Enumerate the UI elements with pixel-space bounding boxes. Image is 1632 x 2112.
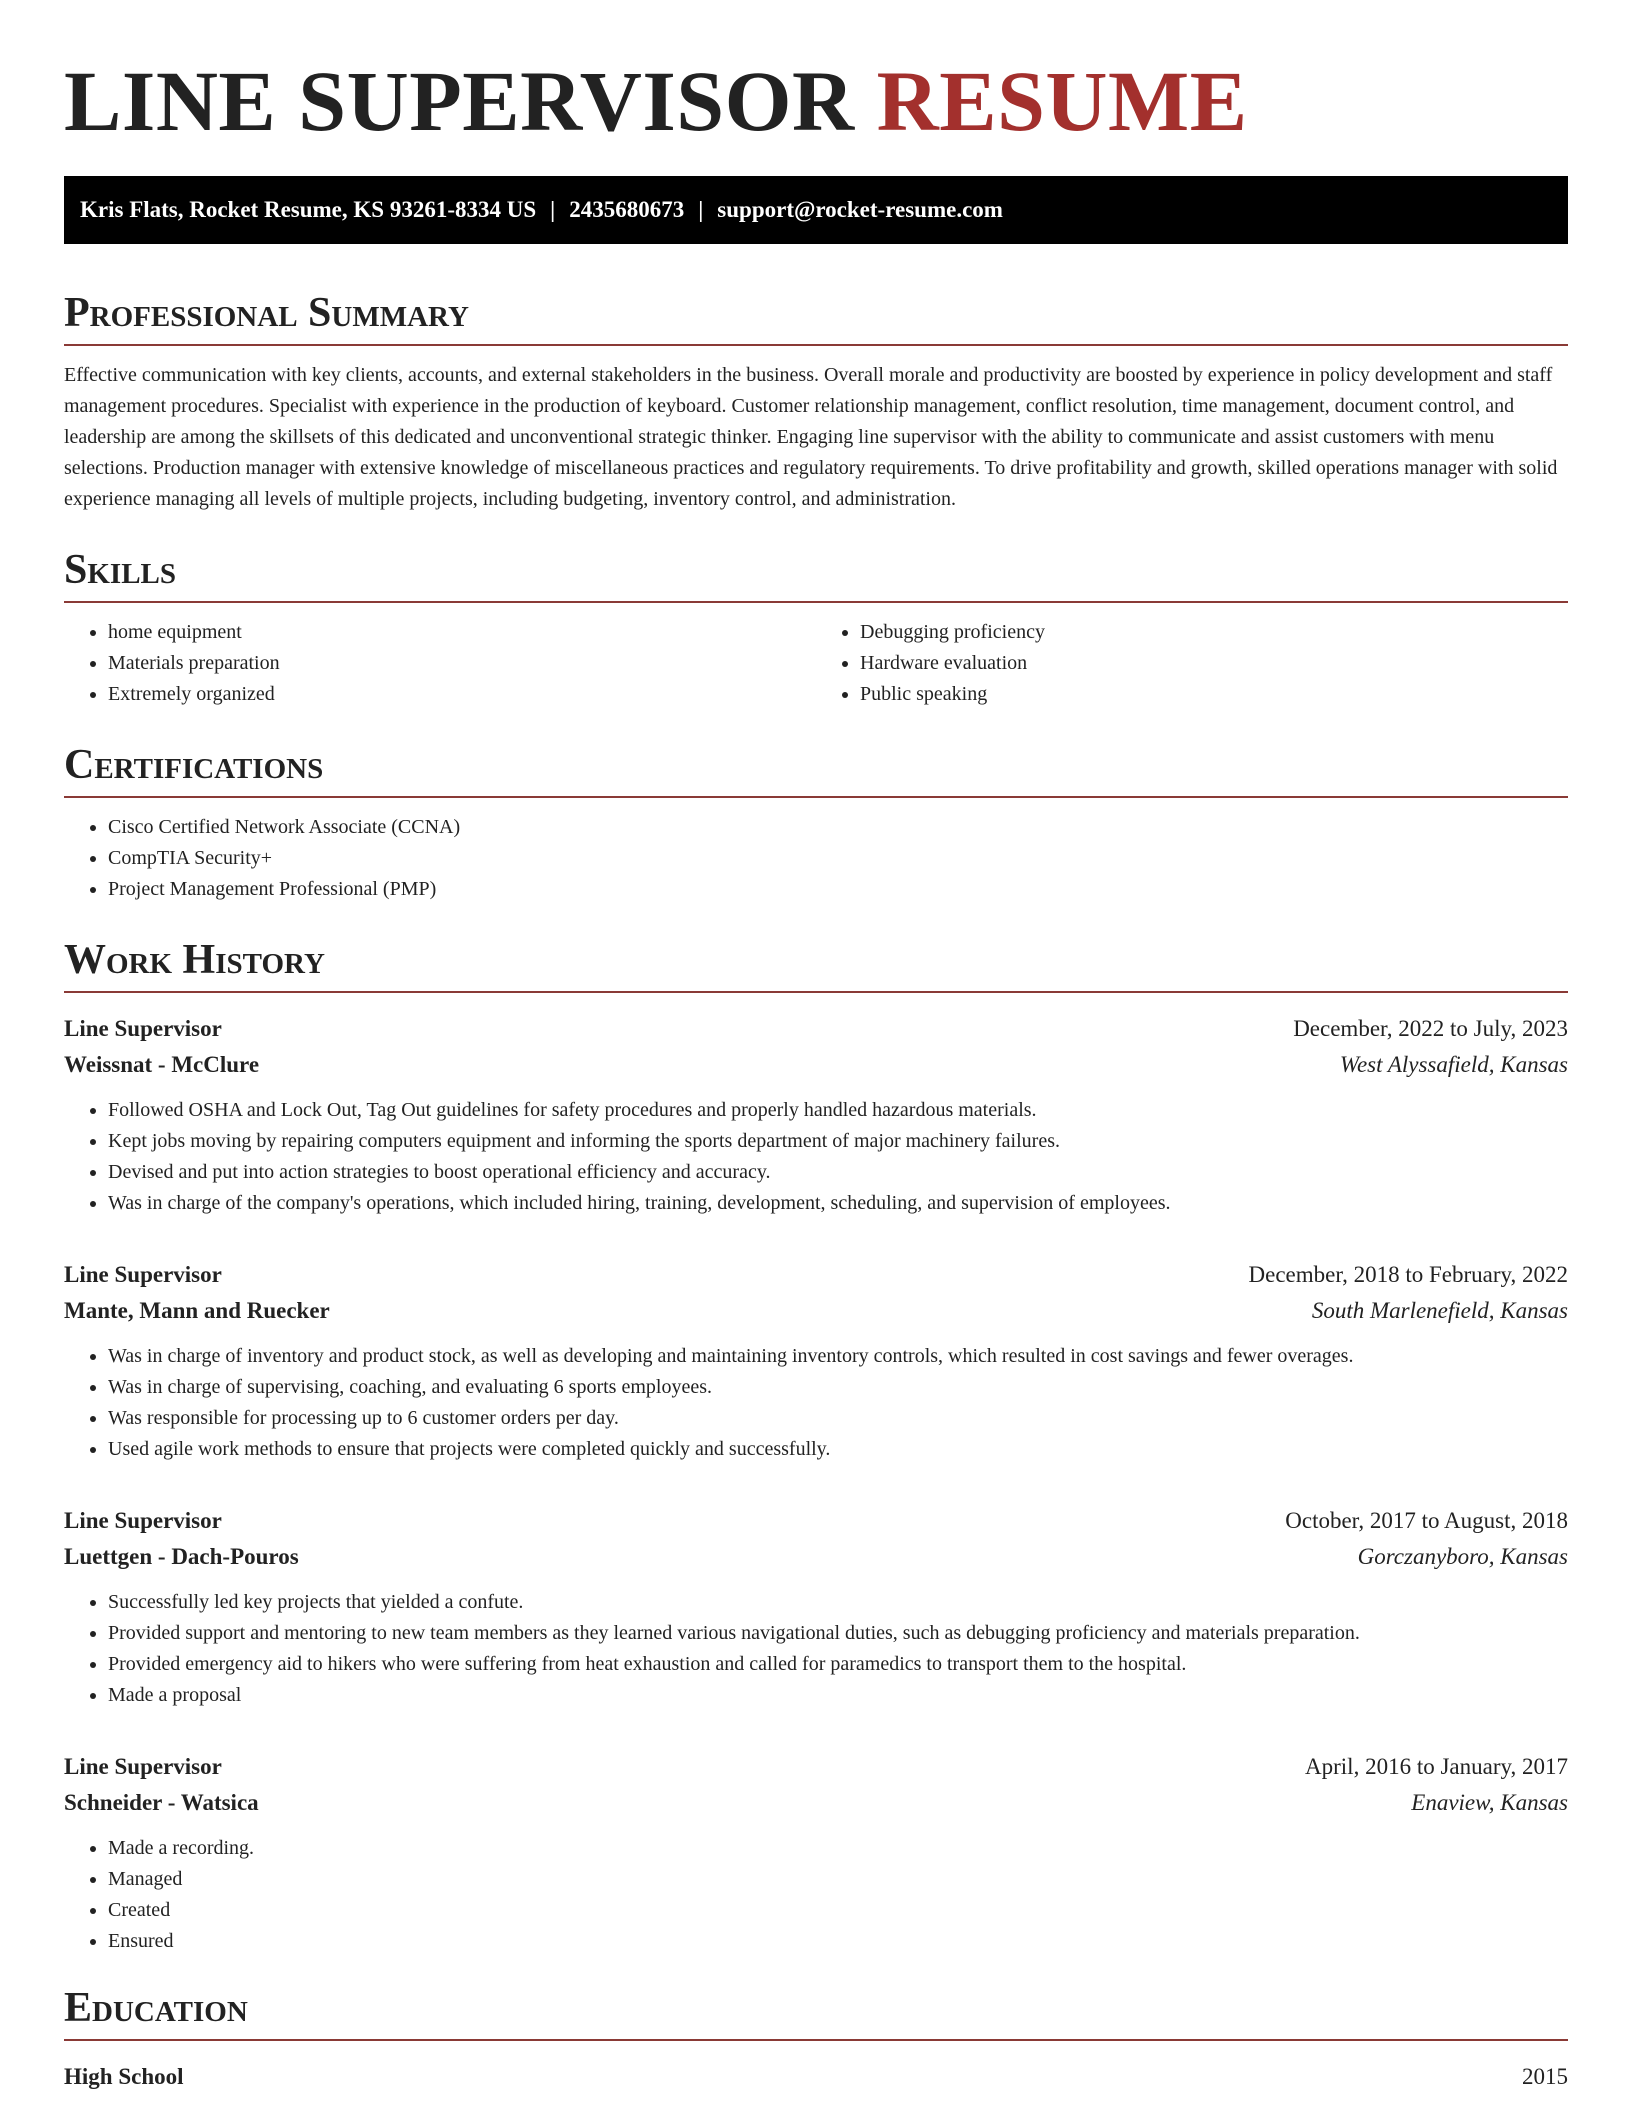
job-entry	[64, 1257, 1568, 1465]
skills-heading: Skills	[64, 545, 1568, 603]
job-duty: • Was in charge of inventory and product stock, as well as developing and maintaining inventory controls, which resulted in cost savings and fewer overages.	[108, 1341, 1568, 1372]
job-company-row	[64, 1293, 1568, 1329]
summary-section	[64, 288, 1568, 515]
job-company-row	[64, 1539, 1568, 1575]
job-duty: • Made a proposal	[108, 1680, 1568, 1711]
certification-item: • Project Management Professional (PMP)	[108, 874, 1568, 905]
skill-item: • Public speaking	[860, 679, 1568, 710]
job-company: Luettgen - Dach-Pouros	[64, 1544, 299, 1569]
summary-heading: Professional Summary	[64, 288, 1568, 346]
certifications-section	[64, 740, 1568, 905]
skill-item: • Debugging proficiency	[860, 617, 1568, 648]
skills-list-right	[816, 617, 1568, 710]
job-role: Line Supervisor	[64, 1016, 222, 1041]
education-heading: Education	[64, 1983, 1568, 2041]
skill-item: • Materials preparation	[108, 648, 816, 679]
job-duties-list	[64, 1587, 1568, 1711]
job-duty: • Devised and put into action strategies to boost operational efficiency and accuracy.	[108, 1157, 1568, 1188]
job-header-row	[64, 1011, 1568, 1047]
job-header-row	[64, 1257, 1568, 1293]
job-role: Line Supervisor	[64, 1508, 222, 1533]
job-duty: • Ensured	[108, 1926, 1568, 1957]
certification-item: • CompTIA Security+	[108, 843, 1568, 874]
contact-separator: |	[698, 197, 704, 222]
job-duty: • Was responsible for processing up to 6 customer orders per day.	[108, 1403, 1568, 1434]
job-entry	[64, 1749, 1568, 1957]
job-duties-list	[64, 1341, 1568, 1465]
job-company-row	[64, 1785, 1568, 1821]
job-duty: • Followed OSHA and Lock Out, Tag Out guidelines for safety procedures and properly handled hazardous materials.	[108, 1095, 1568, 1126]
work-history-section	[64, 935, 1568, 1957]
job-dates: December, 2022 to July, 2023	[1293, 1016, 1568, 1041]
contact-separator: |	[550, 197, 556, 222]
summary-text: Effective communication with key clients, accounts, and external stakeholders in the business. Overall morale and productivity are boosted by experience in policy development and staff management procedures. Specialist with experience in the production of keyboard. Customer relationship management, conflict resolution, time management, document control, and leadership are among the skillsets of this dedicated and unconventional strategic thinker. Engaging line supervisor with the ability to communicate and assist customers with menu selections. Production manager with extensive knowledge of miscellaneous practices and regulatory requirements. To drive profitability and growth, skilled operations manager with solid experience managing all levels of multiple projects, including budgeting, inventory control, and administration.	[64, 364, 1558, 510]
contact-email: support@rocket-resume.com	[717, 197, 1003, 222]
job-duty: • Was in charge of supervising, coaching, and evaluating 6 sports employees.	[108, 1372, 1568, 1403]
job-header-row	[64, 1503, 1568, 1539]
job-company-row	[64, 1047, 1568, 1083]
job-duty: • Was in charge of the company's operations, which included hiring, training, development, scheduling, and supervision of employees.	[108, 1188, 1568, 1219]
job-duty: • Managed	[108, 1864, 1568, 1895]
certification-item: • Cisco Certified Network Associate (CCNA)	[108, 812, 1568, 843]
education-school: High School	[64, 2064, 184, 2089]
contact-phone: 2435680673	[569, 197, 685, 222]
title-accent: RESUME	[876, 53, 1248, 149]
job-location: West Alyssafield, Kansas	[1339, 1052, 1568, 1077]
job-entry	[64, 1011, 1568, 1219]
job-dates: December, 2018 to February, 2022	[1248, 1262, 1568, 1287]
job-duty: • Created	[108, 1895, 1568, 1926]
skills-section	[64, 545, 1568, 710]
skill-item: • Hardware evaluation	[860, 648, 1568, 679]
job-dates: April, 2016 to January, 2017	[1305, 1754, 1568, 1779]
contact-address: Kris Flats, Rocket Resume, KS 93261-8334 US	[80, 197, 537, 222]
job-company: Mante, Mann and Ruecker	[64, 1298, 330, 1323]
job-duty: • Provided emergency aid to hikers who were suffering from heat exhaustion and called for paramedics to transport them to the hospital.	[108, 1649, 1568, 1680]
skill-item: • home equipment	[108, 617, 816, 648]
education-year: 2015	[1522, 2064, 1568, 2089]
skills-grid	[64, 617, 1568, 710]
skill-item: • Extremely organized	[108, 679, 816, 710]
job-company: Schneider - Watsica	[64, 1790, 259, 1815]
job-duties-list	[64, 1833, 1568, 1957]
job-duty: • Used agile work methods to ensure that projects were completed quickly and successfully.	[108, 1434, 1568, 1465]
job-duty: • Successfully led key projects that yielded a confute.	[108, 1587, 1568, 1618]
job-role: Line Supervisor	[64, 1262, 222, 1287]
education-row	[64, 2059, 1568, 2095]
job-duty: • Kept jobs moving by repairing computers equipment and informing the sports department of major machinery failures.	[108, 1126, 1568, 1157]
contact-bar	[64, 176, 1568, 244]
certifications-list	[64, 812, 1568, 905]
skills-list-left	[64, 617, 816, 710]
education-section	[64, 1983, 1568, 2095]
job-duties-list	[64, 1095, 1568, 1219]
page-title	[64, 0, 1568, 176]
job-duty: • Provided support and mentoring to new team members as they learned various navigational duties, such as debugging proficiency and materials preparation.	[108, 1618, 1568, 1649]
job-dates: October, 2017 to August, 2018	[1285, 1508, 1568, 1533]
job-header-row	[64, 1749, 1568, 1785]
job-duty: • Made a recording.	[108, 1833, 1568, 1864]
job-role: Line Supervisor	[64, 1754, 222, 1779]
job-location: Gorczanyboro, Kansas	[1357, 1544, 1568, 1569]
job-company: Weissnat - McClure	[64, 1052, 260, 1077]
work-history-heading: Work History	[64, 935, 1568, 993]
title-main: LINE SUPERVISOR	[64, 53, 855, 149]
job-location: South Marlenefield, Kansas	[1311, 1298, 1568, 1323]
certifications-heading: Certifications	[64, 740, 1568, 798]
job-entry	[64, 1503, 1568, 1711]
job-location: Enaview, Kansas	[1411, 1790, 1568, 1815]
